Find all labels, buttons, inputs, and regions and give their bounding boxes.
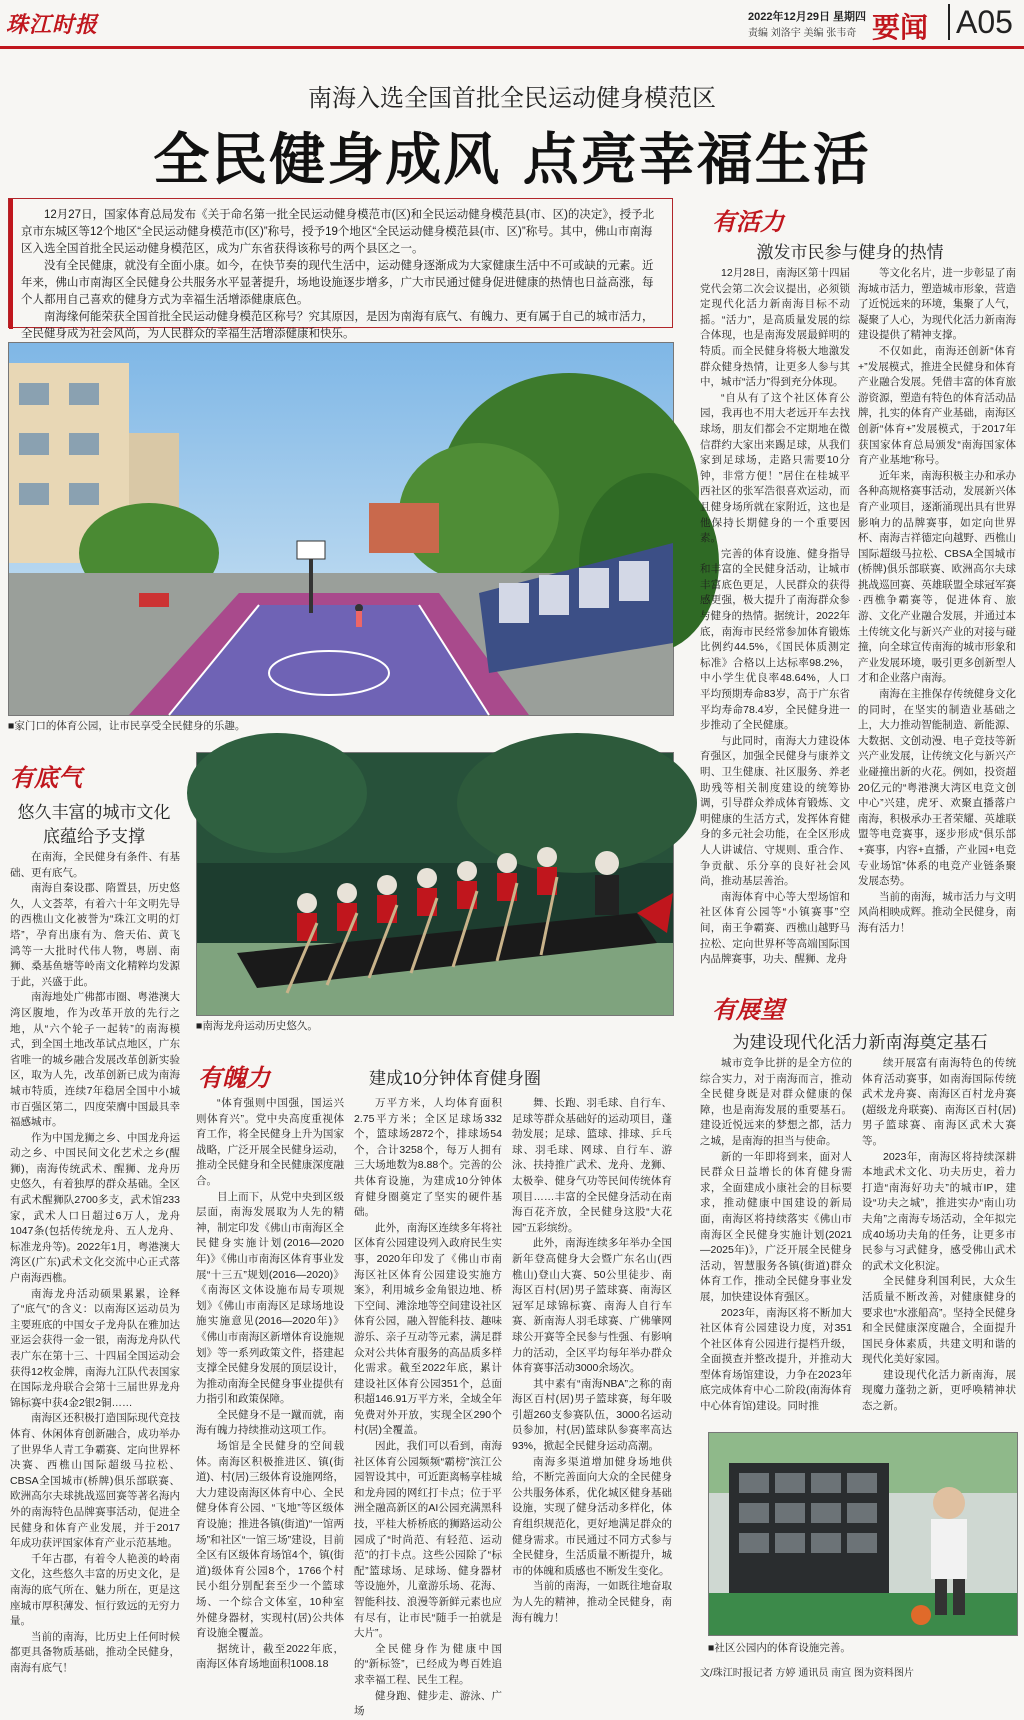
paragraph: 南海地处广佛都市圈、粤港澳大湾区腹地，作为改革开放的先行之地，从“六个轮子一起转”的南海模式，到全国土地改革试点地区，广东省唯一的城乡融合发展改革创新实验区，取为人先，改革创新已成为南海城市特质，连续7年稳居全国中小城市百强区第二，四度荣膺中国最具幸福感城市。 [10,991,180,1129]
section-title-diqi-line2: 底蕴给予支撑 [43,827,145,846]
paragraph: 南海在主推保存传统健身文化的同时，在坚实的制造业基础之上，大力推动智能制造、新能源、大数据、文创动漫、电子竞技等新兴产业发展，让传统文化与新兴产业碰撞出新的火花。例如，投资超20亿元的“粤港澳大湾区电竞文创中心”兴建，虎牙、欢聚直播落户南海，积极承办王者荣耀、英雄联盟等电竞赛事，逐步形成“俱乐部+赛事，内容+直播，产业园+电竞专业场馆”体系的电竞产业链条聚发展态势。 [858,688,1016,888]
paragraph: 因此，我们可以看到，南海社区体育公园频频“霸榜”滨江公园智设其中，可近距离畅享桂城和龙舟园的网红打卡点；位于平洲全融高新区的AI公园充满黑科技，平桂大桥桥底的狮路运动公园成了“时尚范、有轻范、运动范”的打卡点。这些公园除了“标配”篮球场、足球场、健身器材等设施外，儿童游乐场、花海、智能科技、浪漫等新鲜元素也应有尽有，让市民“随手一拍就是大片”。 [354,1440,502,1640]
section-tag-huoli: 有活力 [712,207,784,236]
section-title-zhanwang: 为建设现代化活力新南海奠定基石 [732,1033,988,1052]
lead-box [8,198,673,340]
photo-caption: ■家门口的体育公园，让市民享受全民健身的乐趣。 [8,720,246,732]
page-number: A05 [948,4,1013,40]
lead-paragraph: 南海缘何能荣获全国首批全民运动健身模范区称号？究其原因，是因为南海有底气、有魄力、更有属于自己的城市活力，全民健身成为社会风尚，为人民群众的幸福生活增添健康和快乐。 [21,311,654,340]
article-headline: 全民健身成风 点亮幸福生活 [153,128,871,193]
masthead [0,0,1024,52]
paragraph: 当前的南海，城市活力与文明风尚相映成辉。推动全民健身，南海有活力！ [858,890,1016,934]
lead-paragraph: 12月27日，国家体育总局发布《关于命名第一批全民运动健身模范市(区)和全民运动健身模范县(市、区)的决定》，授予北京市东城区等12个地区“全民运动健身模范市(区)”称号，授予19个地区“全民运动健身模范县(市、区)”称号。其中，佛山市南海区入选全国首批全民运动健身模范区，成为广东省获得该称号的两个县区之一。 [21,209,655,255]
lead-accent-bar [9,199,13,329]
paragraph: 据统计，截至2022年底，南海区体育场地面积1008.18 [196,1642,344,1671]
huoli-column-1 [700,266,850,966]
paragraph: 此外，南海区连续多年将社区体育公园建设列入政府民生实事，2020年印发了《佛山市南海区社区体育公园建设实施方案》，利用城乡金角银边地、桥下空间、滩涂地等空间建设社区体育公园，融入智能科技、趣味游乐、亲子互动等元素，满足群众对公共体育服务的高品质多样化需求。截至2022年底，累计建设社区体育公园351个，总面积超146.91万平方米，全域全年免费对外开放，实现全区290个村(居)全覆盖。 [354,1221,502,1437]
masthead-rule [0,46,1024,49]
section-tag-zhanwang: 有展望 [712,995,784,1024]
section-name: 要闻 [872,11,929,44]
paragraph: 目上而下，从党中央到区级层面，南海发展取为人先的精神，制定印发《佛山市南海区全民健身实施计划(2016—2020年)》《佛山市南海区体育事业发展“十三五”规划(2016—2020)》《南海区文体设施布局专项规划》《佛山市南海区足球场地设施实施意见(2016—2020年)》《佛山市南海区新增体育设施规划》等一系列政策文件，搭建起支撑全民健身发展的顶层设计，为推动南海全民健身事业提供有力指引和政策保障。 [196,1190,344,1406]
newspaper-logo: 珠江时报 [6,12,99,38]
paragraph: 其中素有“南海NBA”之称的南海区百村(居)男子篮球赛，每年吸引超260支参赛队伍，3000名运动员参加，村(居)篮球队参赛率高达93%，掀起全民健身运动高潮。 [512,1377,672,1453]
paragraph: 建设现代化活力新南海，展现魔力蓬勃之新，更呼唤精神状态之新。 [862,1368,1016,1413]
paragraph: 完善的体育设施、健身指导和丰富的全民健身活动，让城市丰富底色更足，人民群众的获得感更强，极大提升了南海群众参与健身的热情。据统计，2022年底，南海市民经常参加体育锻炼比例约44.5%，《国民体质测定标准》合格以上达标率98.2%，中小学生优良率48.64%，人口平均预期寿命83岁，高于广东省平均寿命78.4岁，全民健身进一步推动了全民健康。 [700,547,850,732]
paragraph: 当前的南海，比历史上任何时候都更具备物质基础，推动全民健身，南海有底气！ [10,1630,180,1674]
sports-park-illustration [9,343,673,715]
paragraph: 全民健身作为健康中国的“新标签”，已经成为粤百姓追求幸福工程、民生工程。 [354,1642,502,1686]
paragraph: 场馆是全民健身的空间载体。南海区积极推进区、镇(街道)、村(居)三级体育设施网络，大力建设南海区体育中心、全民健身体育公园、“飞地”等区级体育设施；推进各镇(街道)“一馆两场”和社区“一馆三场”建设，目前全区有区级体育场馆4个，镇(街道)级体育公园8个，1766个村民小组分别配套至少一个篮球场、一个综合文体室，10种室外健身器材，实现村(居)公共体育设施全覆盖。 [196,1440,344,1640]
section-tag-diqi: 有底气 [10,763,82,792]
paragraph: 等文化名片，进一步彰显了南海城市活力，塑造城市形象，营造了近悦远来的环境，集聚了人气，凝聚了人心，为现代化活力新南海建设提供了精神支撑。 [858,267,1016,342]
zhanwang-column-2 [862,1056,1016,1424]
section-title-poli: 建成10分钟体育健身圈 [369,1069,541,1088]
paragraph: 续开展富有南海特色的传统体育活动赛事，如南海国际传统武术龙舟赛、南海区百村龙舟赛(超级龙舟联赛)、南海区百村(居)男子篮球赛、南海区武术大赛等。 [862,1057,1016,1147]
editors-credit: 责编 刘洛宇 美编 张韦奇 [748,28,857,39]
paragraph: 舞、长跑、羽毛球、自行车、足球等群众基础好的运动项目，蓬勃发展；足球、篮球、排球、乒乓球、羽毛球、网球、自行车、游泳、扶持推广武术、龙舟、龙狮、太极拳、健身气功等民间传统体育项目……丰富的全民健身活动在南海百花齐放，全民健身这股“大花园”五彩缤纷。 [512,1097,672,1234]
sports-park-photo [8,342,674,716]
section-title-huoli: 激发市民参与健身的热情 [756,243,944,262]
article-subtitle: 南海入选全国首批全民运动健身模范区 [308,85,716,112]
poli-column-2 [354,1096,502,1718]
paragraph: 健身跑、健步走、游泳、广场 [354,1689,502,1718]
paragraph: 南海多渠道增加健身场地供给，不断完善面向大众的全民健身公共服务体系，优化城区健身基础设施，实现了健身活动多样化，体育组织规范化，更好地满足群众的健身需求。市民通过不同方式参与全民健身，生活质量不断提升，城市的体魄和质感也不断发生变化。 [512,1455,672,1577]
paragraph: 千年古郡，有着令人艳羡的岭南文化，这些悠久丰富的历史文化，是南海的底气所在、魅力所在，更是这座城市厚积薄发、恒行致远的无穷力量。 [10,1552,180,1628]
paragraph: 作为中国龙狮之乡、中国龙舟运动之乡、中国民间文化艺术之乡(醒狮)，南海传统武术、醒狮、龙舟历史悠久，有着独厚的群众基础。全区有武术醒狮队2700多支，武术馆233家，武术人口日超过6万人，龙舟1047条(包括传统龙舟、五人龙舟、标准龙舟等)。2022年1月，粤港澳大湾区(广东)武术文化交流中心正式落户南海西樵。 [10,1131,180,1285]
issue-date: 2022年12月29日 星期四 [748,11,866,23]
paragraph: 万平方米，人均体育面积2.75平方米；全区足球场332个，篮球场2872个，排球场54个，合计3258个，每万人拥有三大场地数为8.88个。完善的公共体育设施，为建成10分钟体育健身圈奠定了坚实的硬件基础。 [354,1097,502,1219]
paragraph: 在南海，全民健身有条件、有基础、更有底气。 [10,851,180,879]
paragraph: 此外，南海连续多年举办全国新年登高健身大会暨广东名山(西樵山)登山大赛、50公里徒步、南海区百村(居)男子篮球赛、南海区冠军足球锦标赛、南海人自行车赛、新南海人羽毛球赛、广佛肇网球公开赛等全民参与性强、有影响力的活动，全区平均每年举办群众体育赛事活动3000余场次。 [512,1237,672,1375]
paragraph: “体育强则中国强，国运兴则体育兴”。党中央高度重视体育工作，将全民健身上升为国家战略，广泛开展全民健身运动，推动全民健身和全民健康深度融合。 [196,1097,344,1187]
paragraph: 近年来，南海积极主办和承办各种高规格赛事活动，发展新兴体育产业项目，逐渐涌现出具有世界影响力的品牌赛事，如定向世界杯、南海吉祥德定向越野、西樵山国际超级马拉松、CBSA全国城市(桥牌)俱乐部联赛、欧洲高尔夫球挑战巡回赛、英雄联盟全球冠军赛·西樵争霸赛等，促进体育、旅游、文化产业融合发展，并通过本土传统文化与新兴产业的对接与碰撞，向全球宣传南海的城市形象和产业发展环境，吸引更多创新型人才和企业落户南海。 [858,469,1016,685]
paragraph: 全民健身不是一蹴而就，南海有魄力持续推动这项工作。 [196,1408,344,1437]
poli-column-1 [196,1096,344,1671]
dragon-boat-photo [196,752,674,1016]
paragraph: 2023年，南海区将持续深耕本地武术文化、功夫历史，着力打造“南海好功夫”的城市IP，建设“功夫之城”，推进实办“南山功夫角”之南海专场活动，全年拟完成40场功夫角的任务，让更多市民参与习武健身，感受佛山武术的武术文化积淀。 [862,1150,1016,1272]
paragraph: 新的一年即将到来，面对人民群众日益增长的体育健身需求，全面建成小康社会的目标要求，推动健康中国建设的新局面，南海区将持续落实《佛山市南海区全民健身实施计划(2021—2025年)》，广泛开展全民健身活动，智慧服务各镇(街道)群众体育工作，推动全民健身事业发展，加快建设体育强区。 [700,1150,852,1303]
paragraph: 南海区还积极打造国际现代竞技体育、休闲体育创新融合，成功举办了世界华人青工争霸赛、定向世界杯决赛、西樵山国际超级马拉松、CBSA全国城市(桥牌)俱乐部联赛、欧洲高尔夫球挑战巡回赛等著名海内外的南海特色品牌赛事活动，促进全民健身和体育产业发展，并于2017年成功获评国家体育产业示范基地。 [10,1412,180,1550]
paragraph: 南海体育中心等大型场馆和社区体育公园等“小镇赛事”空间，南王争霸赛、西樵山越野马拉松、定向世界杯等高端国际国内品牌赛事，功夫、醒狮、龙舟 [700,890,850,966]
community-park-illustration [709,1433,1017,1635]
paragraph: 2023年，南海区将不断加大社区体育公园建设力度，对351个社区体育公园进行提档升级，全面摸查并整改提升，并推动大型体育场馆建设，力争在2023年底完成体育中心二阶段(南海体育中心体育馆)建设。同时推 [700,1306,852,1413]
paragraph: 南海龙舟活动硕果累累，诠释了“底气”的含义：以南海区运动员为主要班底的中国女子龙舟队在雅加达亚运会获得一金一银，南海龙舟队代表广东在第十三、十四届全国运动会获得12枚金牌，南海九江队代表国家在国际龙舟联合会第十三届世界龙舟锦标赛中获4金2银2铜…… [10,1287,180,1409]
paragraph: “自从有了这个社区体育公园，我再也不用大老远开车去找球场，朋友们都会不定期地在微信群约大家出来踢足球，从我们家到足球场，走路只需要10分钟，非常方便！”居住在桂城平西社区的张军浩很喜欢运动，而且健身场所就在家附近，这也是他保持长期健身的一个重要因素。 [700,391,850,545]
lead-paragraph: 没有全民健康，就没有全面小康。如今，在快节奏的现代生活中，运动健身逐渐成为大家健康生活中不可或缺的元素。近年来，佛山市南海区全民健身公共服务水平显著提升，场地设施逐步增多，广大市民通过健身促进健康的热情也日益高涨，每个人都用自己喜欢的健身方式为幸福生活增添健康底色。 [21,260,654,306]
diqi-column [10,850,180,1674]
section-title-diqi-line1: 悠久丰富的城市文化 [17,803,171,822]
zhanwang-column-1 [700,1056,852,1424]
dragon-boat-illustration [197,753,673,1015]
article-credit: 文/珠江时报记者 方婷 通讯员 南宣 图为资料图片 [700,1668,914,1679]
paragraph: 当前的南海，一如既往地奋取为人先的精神，推动全民健身，南海有魄力！ [512,1580,672,1624]
paragraph: 与此同时，南海大力建设体育强区，加强全民健身与康养文明、卫生健康、社区服务、养老助残等相关制度建设的统筹协调，引导群众养成体育锻炼、文明健康的生活方式，发挥体育健身的多元社会功能，在全区形成人人讲诚信、守规则、重合作、争贡献、乐分享的良好社会风尚，推动基层善治。 [700,734,850,888]
paragraph: 城市竞争比拼的是全方位的综合实力，对于南海而言，推动全民健身既是对群众健康的保障，也是南海发展的重要基石。建设近悦远来的梦想之都，活力之城，是南海的担当与使命。 [700,1057,852,1147]
photo-caption: ■社区公园内的体育设施完善。 [708,1642,851,1654]
huoli-column-2 [858,266,1016,946]
paragraph: 全民健身利国利民，大众生活质量不断改善，对健康健身的要求也“水涨船高”。坚持全民健身和全民健康深度融合，全面提升国民身体素质，共建文明和谐的现代化美好家园。 [862,1275,1016,1366]
paragraph: 不仅如此，南海还创新“体育+”发展模式，推进全民健身和体育产业融合发展。凭借丰富的体育旅游资源，塑造有特色的体育活动品牌，扎实的体育产业基础，南海区创新“体育+”发展模式，于2017年获国家体育总局颁发“南海国家体育产业基地”称号。 [858,344,1016,467]
community-park-photo [708,1432,1018,1636]
paragraph: 南海自秦设郡、隋置县，历史悠久，人文荟萃，有着六十年文明先导的西樵山文化被誉为“珠江文明的灯塔”，孕育出康有为、詹天佑、黄飞鸿等一大批时代伟人物，粤剧、南狮、桑基鱼塘等岭南文化精粹均发源于此，兴盛于此。 [10,882,180,988]
section-tag-poli: 有魄力 [198,1063,270,1092]
photo-caption: ■南海龙舟运动历史悠久。 [196,1020,318,1032]
paragraph: 12月28日，南海区第十四届党代会第二次会议提出，必须锁定现代化活力新南海目标不动摇。“活力”，是高质量发展的综合体现，也是南海发展最鲜明的特质。而全民健身将极大地激发群众健身热情，让更多人参与其中，城市“活力”得到充分体现。 [700,267,850,389]
poli-column-3 [512,1096,672,1661]
